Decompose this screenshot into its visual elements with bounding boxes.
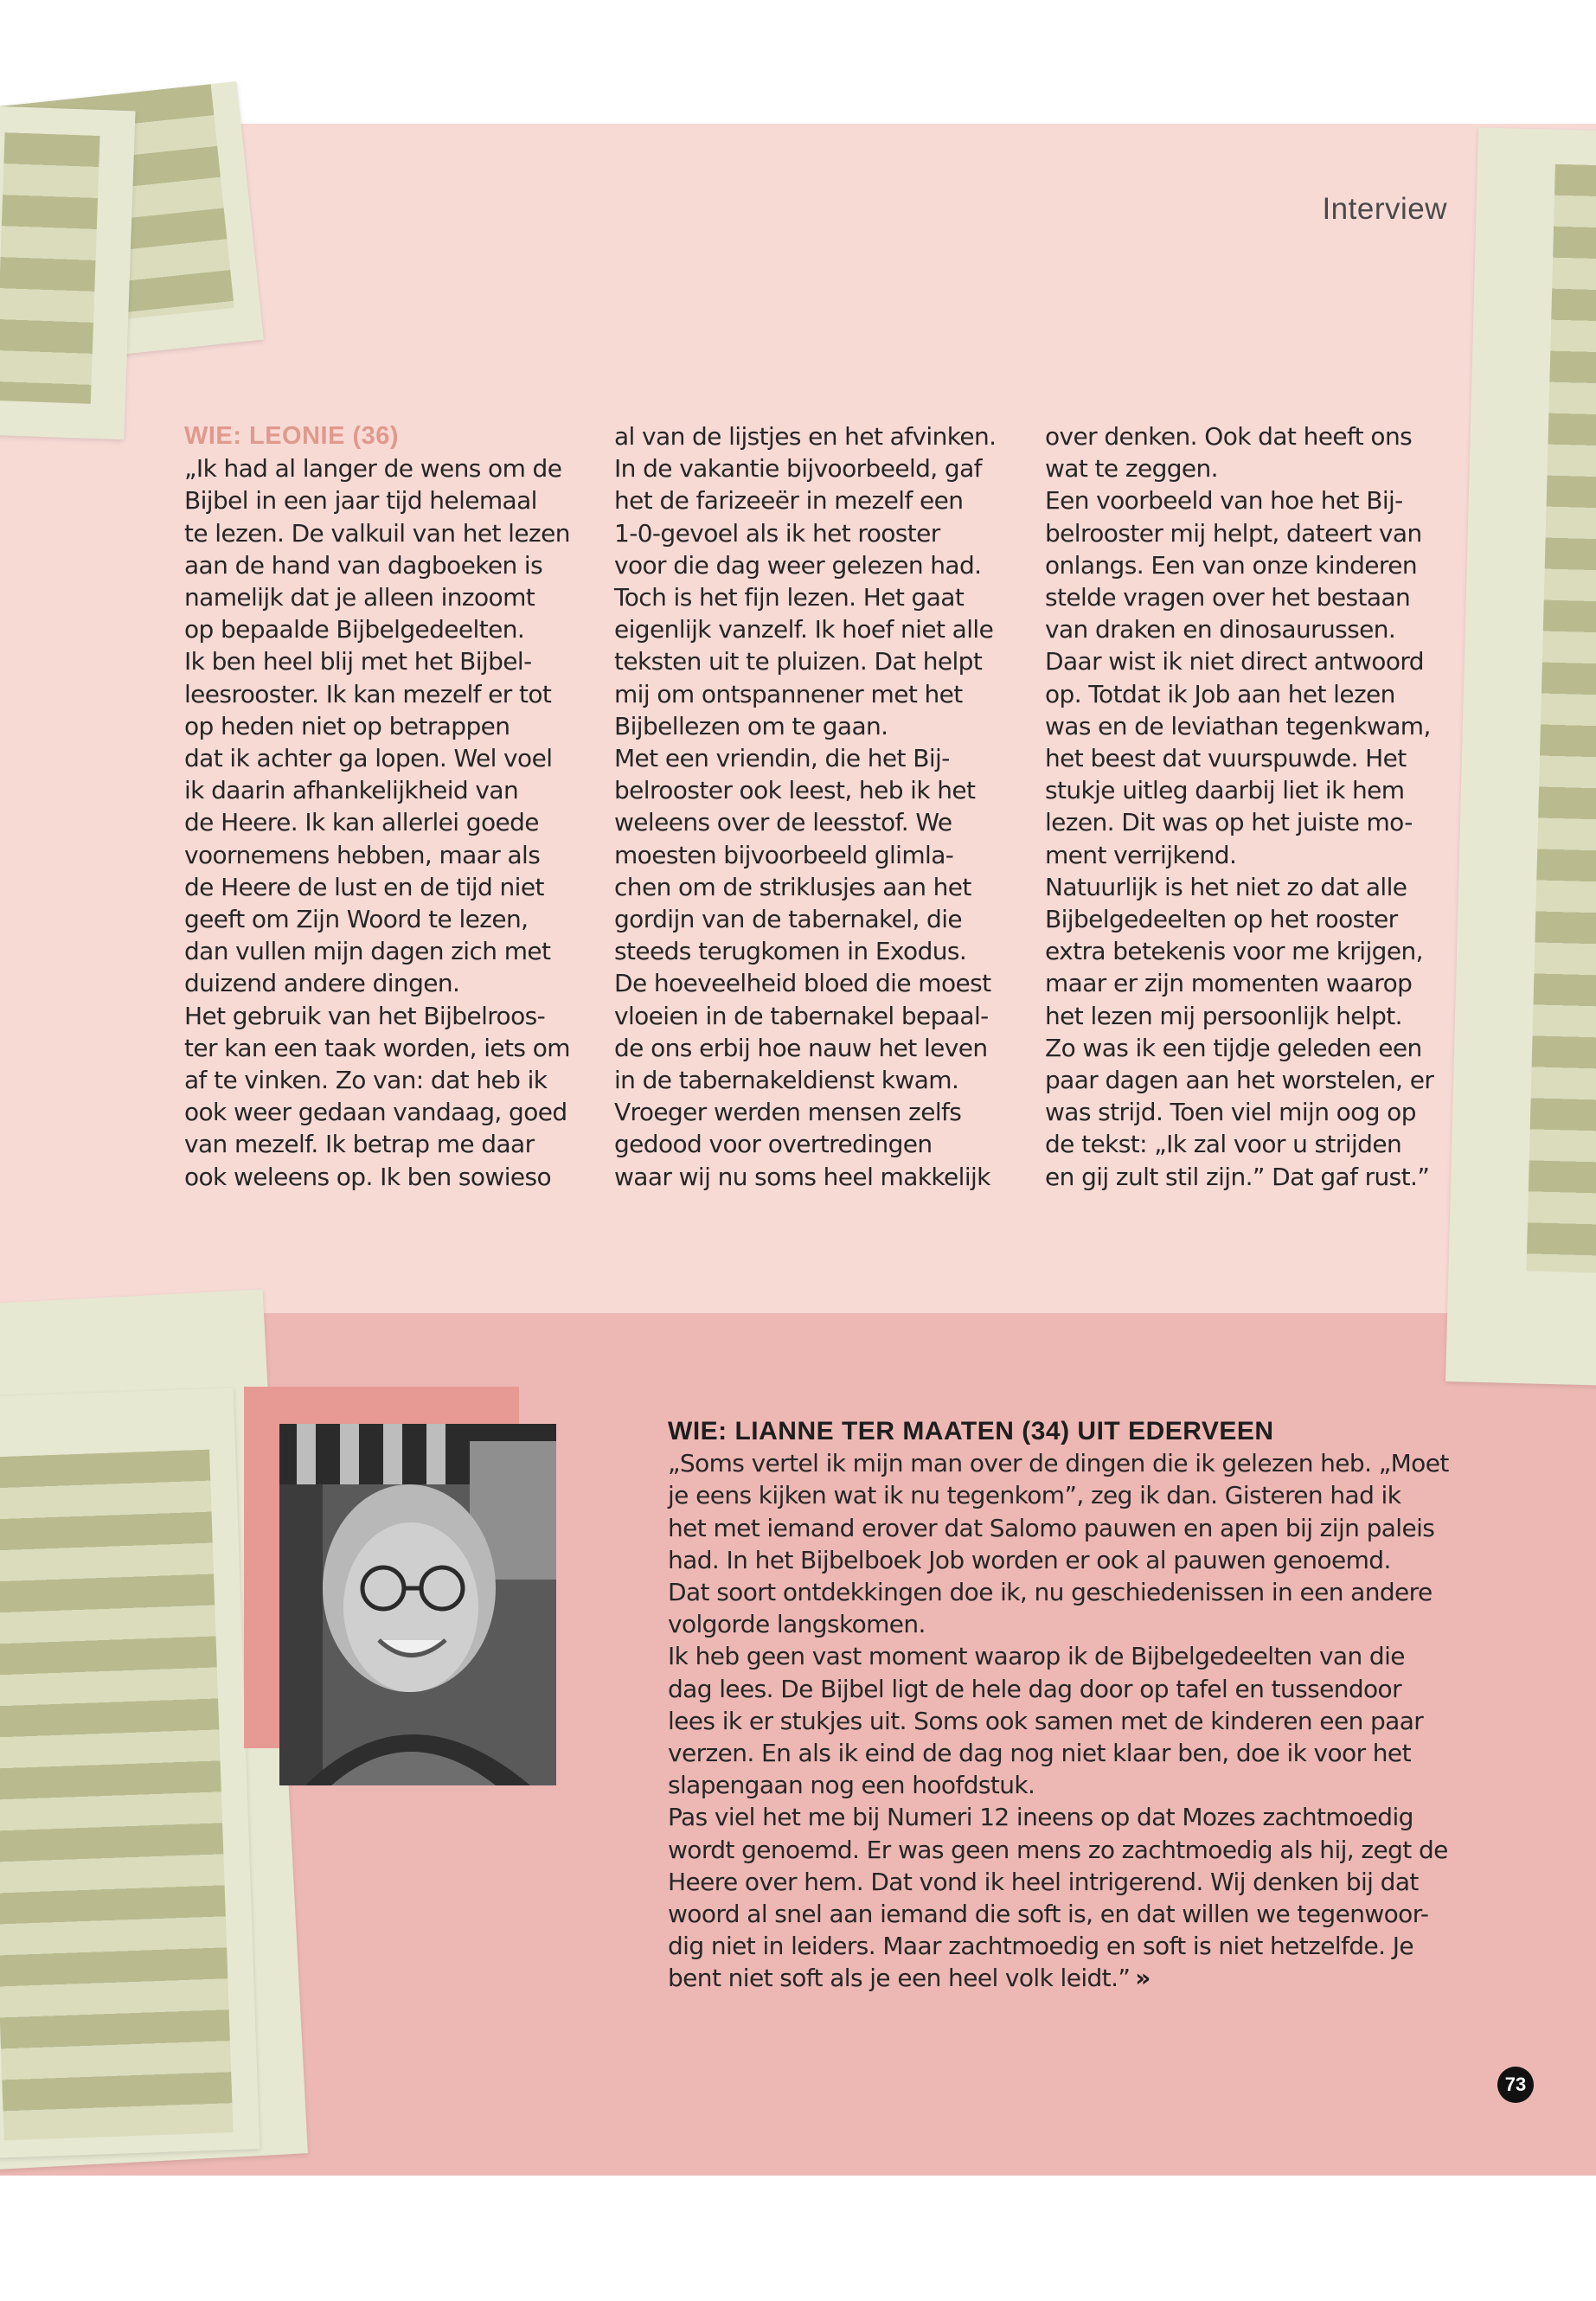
text-line: steeds terugkomen in Exodus. xyxy=(614,937,967,966)
text-line: maar er zijn momenten waarop xyxy=(1045,969,1413,998)
text-line: en gij zult stil zijn.” Dat gaf rust.” xyxy=(1045,1162,1430,1191)
text-line: onlangs. Een van onze kinderen xyxy=(1045,550,1417,580)
column-1-text xyxy=(184,452,584,1193)
text-line: moesten bijvoorbeeld glimla- xyxy=(614,840,954,869)
striped-paper-bottom-left-front xyxy=(0,1388,260,2159)
text-line: dat ik achter ga lopen. Wel voel xyxy=(184,744,553,773)
text-line: 1-0-gevoel als ik het rooster xyxy=(614,518,940,548)
text-line: gordijn van de tabernakel, die xyxy=(614,905,963,934)
text-line: Toch is het fijn lezen. Het gaat xyxy=(614,583,965,612)
text-line: mij om ontspannener met het xyxy=(614,679,963,708)
text-line: belrooster mij helpt, dateert van xyxy=(1045,518,1422,548)
text-line: Bijbellezen om te gaan. xyxy=(614,711,888,740)
column-2 xyxy=(614,420,1014,1193)
text-line: al van de lijstjes en het afvinken. xyxy=(614,422,997,451)
column-3 xyxy=(1045,420,1445,1193)
text-line: belrooster ook leest, heb ik het xyxy=(614,776,976,805)
text-line: Een voorbeeld van hoe het Bij- xyxy=(1045,486,1403,516)
text-line: ik daarin afhankelijkheid van xyxy=(184,776,519,805)
text-line: In de vakantie bijvoorbeeld, gaf xyxy=(614,454,982,484)
text-line: het lezen mij persoonlijk helpt. xyxy=(1045,1001,1402,1030)
text-line: de Heere. Ik kan allerlei goede xyxy=(184,808,539,837)
text-line: lezen. Dit was op het juiste mo- xyxy=(1045,808,1413,837)
text-line: dan vullen mijn dagen zich met xyxy=(184,937,551,966)
text-line: Ik heb geen vast moment waarop ik de Bijbelgedeelten van die xyxy=(668,1642,1405,1671)
text-line: op heden niet op betrappen xyxy=(184,711,510,740)
text-line: de tekst: „Ik zal voor u strijden xyxy=(1045,1130,1402,1159)
text-line: verzen. En als ik eind de dag nog niet klaar ben, doe ik voor het xyxy=(668,1739,1411,1768)
text-line: te lezen. De valkuil van het lezen xyxy=(184,518,570,548)
text-line: Heere over hem. Dat vond ik heel intrigerend. Wij denken bij dat xyxy=(668,1867,1419,1896)
text-line: vloeien in de tabernakel bepaal- xyxy=(614,1001,989,1030)
heading-lianne: WIE: LIANNE TER MAATEN (34) UIT EDERVEEN xyxy=(668,1417,1274,1445)
lower-last-line-text: bent niet soft als je een heel volk leidt.” xyxy=(668,1964,1131,1993)
text-line: ook weleens op. Ik ben sowieso xyxy=(184,1162,552,1191)
text-line: af te vinken. Zo van: dat heb ik xyxy=(184,1066,548,1095)
text-line: Het gebruik van het Bijbelroos- xyxy=(184,1001,546,1030)
text-line: voor die dag weer gelezen had. xyxy=(614,550,982,580)
text-line: je eens kijken wat ik nu tegenkom”, zeg ik dan. Gisteren had ik xyxy=(668,1481,1401,1510)
text-line: „Ik had al langer de wens om de xyxy=(184,454,562,484)
text-line: was en de leviathan tegenkwam, xyxy=(1045,711,1431,740)
text-line: duizend andere dingen. xyxy=(184,969,460,998)
lower-interview-text xyxy=(668,1447,1455,1962)
text-line: Dat soort ontdekkingen doe ik, nu geschiedenissen in een andere xyxy=(668,1578,1433,1607)
column-1 xyxy=(184,420,584,1193)
text-line: ook weer gedaan vandaag, goed xyxy=(184,1098,567,1127)
text-line: op bepaalde Bijbelgedeelten. xyxy=(184,615,525,644)
section-label: Interview xyxy=(1322,192,1447,226)
text-line: aan de hand van dagboeken is xyxy=(184,550,543,580)
text-line: dig niet in leiders. Maar zachtmoedig en soft is niet hetzelfde. Je xyxy=(668,1932,1414,1961)
striped-paper-top-left-front xyxy=(0,106,136,439)
text-line: eigenlijk vanzelf. Ik hoef niet alle xyxy=(614,615,994,644)
text-line: Zo was ik een tijdje geleden een xyxy=(1045,1033,1422,1062)
text-line: ment verrijkend. xyxy=(1045,840,1237,869)
text-line: het met iemand erover dat Salomo pauwen en apen bij zijn paleis xyxy=(668,1513,1435,1542)
text-line: wat te zeggen. xyxy=(1045,454,1218,484)
text-line: was strijd. Toen viel mijn oog op xyxy=(1045,1098,1416,1127)
text-line: het beest dat vuurspuwde. Het xyxy=(1045,744,1407,773)
text-line: gedood voor overtredingen xyxy=(614,1130,933,1159)
column-2-text xyxy=(614,420,1014,1193)
text-line: slapengaan nog een hoofdstuk. xyxy=(668,1771,1035,1800)
text-line: de Heere de lust en de tijd niet xyxy=(184,872,544,901)
text-line: voornemens hebben, maar als xyxy=(184,840,541,869)
text-line: extra betekenis voor me krijgen, xyxy=(1045,937,1423,966)
text-line: weleens over de leesstof. We xyxy=(614,808,952,837)
text-line: Daar wist ik niet direct antwoord xyxy=(1045,647,1424,676)
text-line: Bijbel in een jaar tijd helemaal xyxy=(184,486,537,516)
text-line: Vroeger werden mensen zelfs xyxy=(614,1098,962,1127)
text-line: lees ik er stukjes uit. Soms ook samen met de kinderen een paar xyxy=(668,1706,1424,1735)
text-line: van mezelf. Ik betrap me daar xyxy=(184,1130,535,1159)
column-3-text xyxy=(1045,420,1445,1193)
text-line: dag lees. De Bijbel ligt de hele dag door op tafel en tussendoor xyxy=(668,1674,1402,1703)
text-line: stelde vragen over het bestaan xyxy=(1045,583,1411,612)
text-line: geeft om Zijn Woord te lezen, xyxy=(184,905,529,934)
text-line: teksten uit te pluizen. Dat helpt xyxy=(614,647,983,676)
text-line: Bijbelgedeelten op het rooster xyxy=(1045,905,1398,934)
heading-leonie: WIE: LEONIE (36) xyxy=(184,422,400,450)
text-line: Met een vriendin, die het Bij- xyxy=(614,744,950,773)
text-line: stukje uitleg daarbij liet ik hem xyxy=(1045,776,1405,805)
text-line: ter kan een taak worden, iets om xyxy=(184,1033,570,1062)
text-line: de ons erbij hoe nauw het leven xyxy=(614,1033,988,1062)
page-number: 73 xyxy=(1497,2067,1534,2103)
text-line: in de tabernakeldienst kwam. xyxy=(614,1066,959,1095)
text-line: volgorde langskomen. xyxy=(668,1610,926,1639)
text-line: namelijk dat je alleen inzoomt xyxy=(184,583,535,612)
text-line: chen om de striklusjes aan het xyxy=(614,872,971,901)
text-line: wordt genoemd. Er was geen mens zo zachtmoedig als hij, zegt de xyxy=(668,1835,1448,1864)
text-line: van draken en dinosaurussen. xyxy=(1045,615,1396,644)
portrait-photo xyxy=(279,1424,556,1785)
text-line: het de farizeeër in mezelf een xyxy=(614,486,964,516)
text-line: waar wij nu soms heel makkelijk xyxy=(614,1162,990,1191)
text-line: Natuurlijk is het niet zo dat alle xyxy=(1045,872,1407,901)
text-line: op. Totdat ik Job aan het lezen xyxy=(1045,679,1395,708)
lower-last-line xyxy=(668,1962,1455,1994)
text-line: over denken. Ook dat heeft ons xyxy=(1045,422,1413,451)
text-line: Pas viel het me bij Numeri 12 ineens op dat Mozes zachtmoedig xyxy=(668,1803,1413,1832)
text-line: „Soms vertel ik mijn man over de dingen die ik gelezen heb. „Moet xyxy=(668,1449,1449,1478)
text-line: De hoeveelheid bloed die moest xyxy=(614,969,991,998)
lower-interview xyxy=(668,1415,1455,1995)
text-line: had. In het Bijbelboek Job worden er ook al pauwen genoemd. xyxy=(668,1545,1391,1574)
text-line: Ik ben heel blij met het Bijbel- xyxy=(184,647,532,676)
text-line: woord al snel aan iemand die soft is, en dat willen we tegenwoor- xyxy=(668,1900,1429,1929)
continue-arrow-icon: » xyxy=(1135,1964,1151,1993)
text-line: paar dagen aan het worstelen, er xyxy=(1045,1066,1434,1095)
text-line: leesrooster. Ik kan mezelf er tot xyxy=(184,679,552,708)
